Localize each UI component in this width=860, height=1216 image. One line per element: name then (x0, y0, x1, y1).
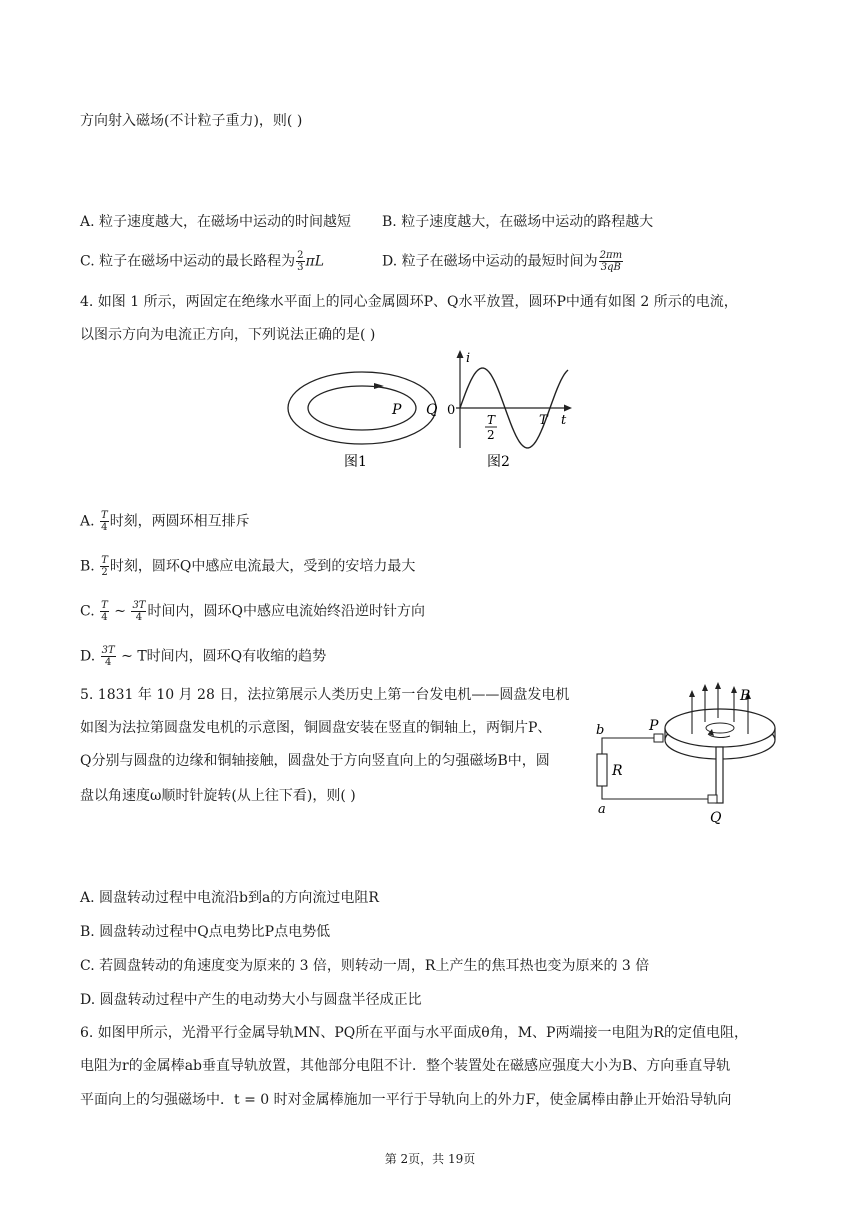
wire-bottom (602, 786, 708, 799)
page-footer: 第 2页，共 19页 (384, 1152, 476, 1166)
brush-p (654, 734, 663, 742)
q6-stem-line3: 平面向上的匀强磁场中．t = 0 时对金属棒施加一平行于导轨向上的外力F，使金属棒由静止开始沿导轨向 (80, 1092, 732, 1108)
q3-option-b: B. 粒子速度越大，在磁场中运动的路程越大 (382, 214, 654, 230)
wire-top (602, 738, 654, 754)
brush-q (708, 795, 717, 803)
q5-stem-line1: 5. 1831 年 10 月 28 日，法拉第展示人类历史上第一台发电机——圆盘发电机 (80, 687, 570, 703)
q4-figure-2 (447, 350, 572, 470)
q4-option-d: D. $\frac{3T}{4}$ ~ T时间内，圆环Q有收缩的趋势 (80, 645, 327, 668)
q4-figure-1 (288, 372, 438, 470)
axis-i-label: i (466, 351, 471, 366)
axis-t-label: t (561, 413, 567, 428)
q4-stem-line1: 4. 如图 1 所示，两固定在绝缘水平面上的同心金属圆环P、Q水平放置，圆环P中通有如图 2 所示的电流， (80, 294, 738, 310)
q6-stem-line2: 电阻为r的金属棒ab垂直导轨放置，其他部分电阻不计．整个装置处在磁感应强度大小为B、方向垂直导轨 (80, 1058, 731, 1074)
q5-option-c: C. 若圆盘转动的角速度变为原来的 3 倍，则转动一周，R上产生的焦耳热也变为原来的 3 倍 (80, 958, 650, 974)
q5-stem-line4: 盘以角速度ω顺时针旋转(从上往下看)，则( ) (80, 788, 356, 804)
q4-option-c: C. $\frac{T}{4}$ ~ $\frac{3T}{4}$ 时间内，圆环Q中感应电流始终沿逆时针方向 (80, 600, 425, 623)
axis-t-arrow-icon (564, 405, 572, 412)
label-q: Q (426, 402, 438, 418)
label-a: a (598, 802, 606, 817)
fig1-caption: 图1 (344, 454, 367, 470)
label-q: Q (710, 810, 722, 826)
q3-option-a: A. 粒子速度越大，在磁场中运动的时间越短 (80, 214, 352, 230)
resistor-r (597, 754, 607, 786)
q5-option-b: B. 圆盘转动过程中Q点电势比P点电势低 (80, 924, 331, 940)
q5-stem-line2: 如图为法拉第圆盘发电机的示意图，铜圆盘安装在竖直的铜轴上，两铜片P、 (80, 720, 552, 736)
t-half-num: T (487, 413, 496, 427)
q3-stem-tail: 方向射入磁场(不计粒子重力)，则( ) (80, 113, 303, 129)
label-r: R (612, 763, 623, 779)
q5-option-a: A. 圆盘转动过程中电流沿b到a的方向流过电阻R (80, 890, 379, 906)
label-p: P (649, 718, 659, 734)
label-b-field: B (740, 688, 751, 704)
ring-q (288, 372, 436, 444)
disc-top (665, 709, 775, 747)
label-b: b (596, 723, 605, 738)
t-label: T (539, 413, 548, 428)
t-half-den: 2 (487, 428, 495, 442)
q4-figures (280, 348, 580, 474)
q4-stem-line2: 以图示方向为电流正方向，下列说法正确的是( ) (80, 327, 376, 343)
origin-label: 0 (447, 403, 456, 418)
label-p: P (392, 402, 402, 418)
q4-option-b: B. $\frac{T}{2}$ 时刻，圆环Q中感应电流最大，受到的安培力最大 (80, 555, 416, 578)
q5-option-d: D. 圆盘转动过程中产生的电动势大小与圆盘半径成正比 (80, 992, 422, 1008)
q5-disc-generator-figure (590, 682, 790, 828)
q6-stem-line1: 6. 如图甲所示，光滑平行金属导轨MN、PQ所在平面与水平面成θ角，M、P两端接一电阻为R的定值电阻， (80, 1025, 749, 1041)
fig2-caption: 图2 (487, 454, 510, 470)
axis-i-arrow-icon (457, 350, 464, 358)
q3-option-c: C. 粒子在磁场中运动的最长路程为 $\frac{2}{3}$ πL (80, 250, 324, 273)
q5-stem-line3: Q分别与圆盘的边缘和铜轴接触，圆盘处于方向竖直向上的匀强磁场B中，圆 (80, 753, 550, 769)
q3-option-d: D. 粒子在磁场中运动的最短时间为 $\frac{2\pi m}{3qB}$ (382, 250, 623, 273)
q4-option-a: A. $\frac{T}{4}$ 时刻，两圆环相互排斥 (80, 510, 250, 533)
